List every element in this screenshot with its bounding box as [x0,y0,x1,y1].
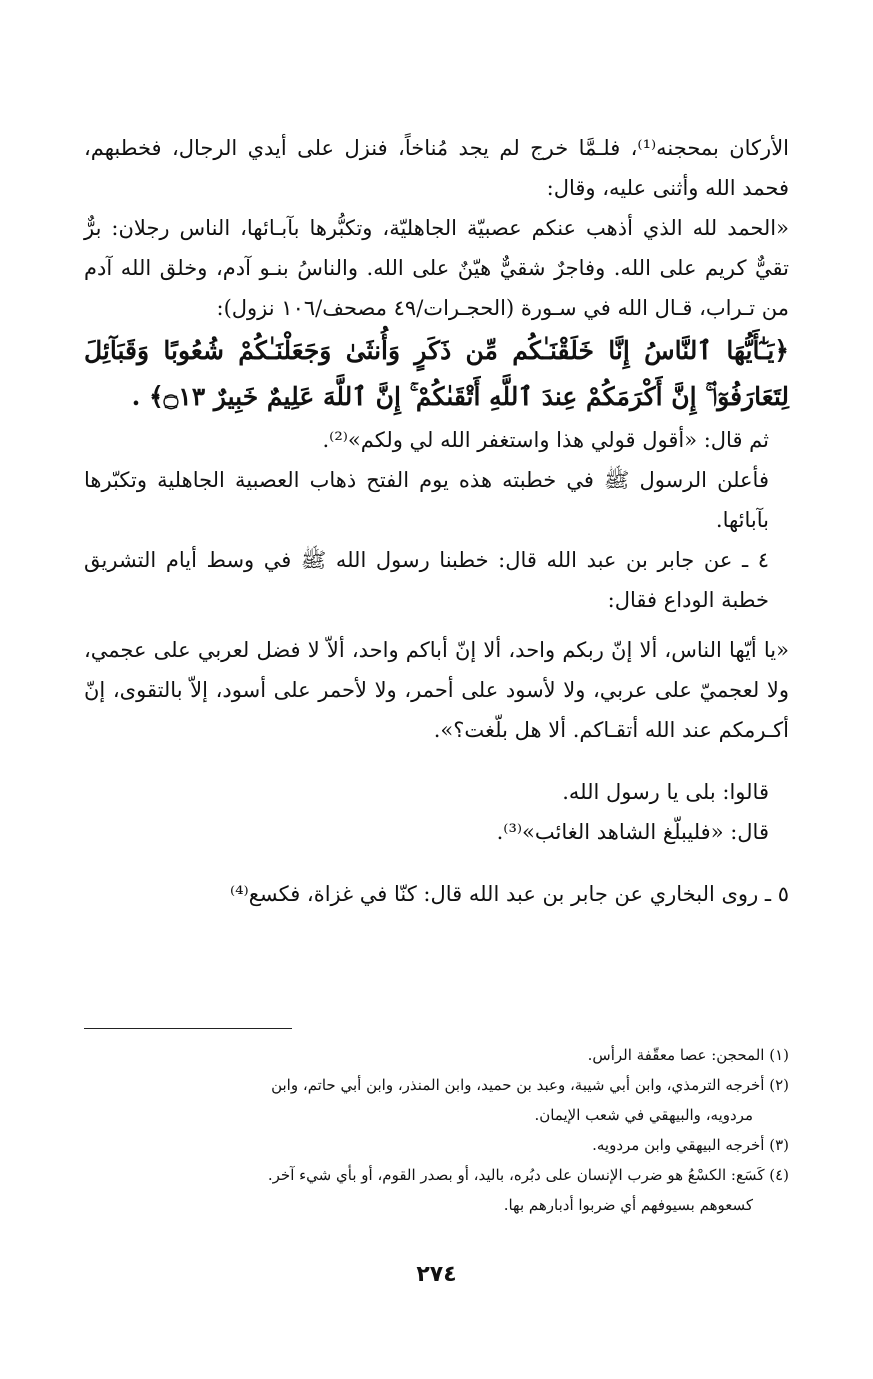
footnote-4: (٤) كَسَع: الكسْعُ هو ضرب الإنسان على دبُره، باليد، أو بصدر القوم، أو بأي شيء آخر. [267,1166,789,1184]
quran-verse: ﴿يَـٰٓأَيُّهَا ٱلنَّاسُ إِنَّا خَلَقْنَـٰكُم مِّن ذَكَرٍ وَأُنثَىٰ وَجَعَلْنَـٰكُمْ شُعُوبًا وَقَبَآئِلَ لِتَعَارَفُوٓا۟ ۚ إِنَّ أَكْرَمَكُمْ عِندَ ٱللَّهِ أَتْقَىٰكُمْ ۚ إِنَّ ٱللَّهَ عَلِيمٌ خَبِيرٌ ۝١٣﴾ . [84,336,789,411]
page-number: ٢٧٤ [416,1262,457,1287]
paragraph-5: ٤ ـ عن جابر بن عبد الله قال: خطبنا رسول الله ﷺ في وسط أيام التشريق خطبة الوداع فقال: [84,548,769,612]
paragraph-6: «يا أيّها الناس، ألا إنّ ربكم واحد، ألا إنّ أباكم واحد، ألاّ لا فضل لعربي على عجمي، ولا لعجميّ على عربي، ولا لأسود على أحمر، ولا لأحمر على أسود، إلاّ بالتقوى، إنّ أكـرمكم عند الله أتقـاكم. ألا هل بلّغت؟». [84,638,789,742]
main-text [84,128,789,914]
footnote-divider [84,1028,292,1029]
footnote-4-continued: كسعوهم بسيوفهم أي ضربوا أدبارهم بها. [503,1196,753,1214]
paragraph-4: فأعلن الرسول ﷺ في خطبته هذه يوم الفتح ذهاب العصبية الجاهلية وتكبّرها بآبائها. [84,468,769,532]
footnote-2-continued: مردويه، والبيهقي في شعب الإيمان. [534,1106,753,1124]
paragraph-7: قالوا: بلى يا رسول الله. [562,780,769,804]
footnote-2: (٢) أخرجه الترمذي، وابن أبي شيبة، وعبد بن حميد، وابن المنذر، وابن أبي حاتم، وابن [271,1076,789,1094]
paragraph-2: «الحمد لله الذي أذهب عنكم عصبيّة الجاهليّة، وتكبُّرها بآبـائها، الناس رجلان: برٌّ تقيٌّ كريم على الله. وفاجرٌ شقيٌّ هيّنٌ على الله. والناسُ بنـو آدم، وخلق الله آدم من تـراب، قـال الله في سـورة (الحجـرات/٤٩ مصحف/١٠٦ نزول): [84,216,789,320]
footnote-3: (٣) أخرجه البيهقي وابن مردويه. [592,1136,789,1154]
paragraph-1: الأركان بمحجنه⁽¹⁾، فلـمَّا خرج لم يجد مُناخاً، فنزل على أيدي الرجال، فخطبهم، فحمد الله وأثنى عليه، وقال: [84,136,790,200]
paragraph-3: ثم قال: «أقول قولي هذا واستغفر الله لي ولكم»⁽²⁾. [322,428,769,452]
footnotes [84,1040,789,1220]
paragraph-8: قال: «فليبلّغ الشاهد الغائب»⁽³⁾. [496,820,769,844]
footnote-1: (١) المحجن: عصا معقّفة الرأس. [587,1046,789,1064]
paragraph-9: ٥ ـ روى البخاري عن جابر بن عبد الله قال: كنّا في غزاة، فكسع⁽⁴⁾ [229,882,789,906]
